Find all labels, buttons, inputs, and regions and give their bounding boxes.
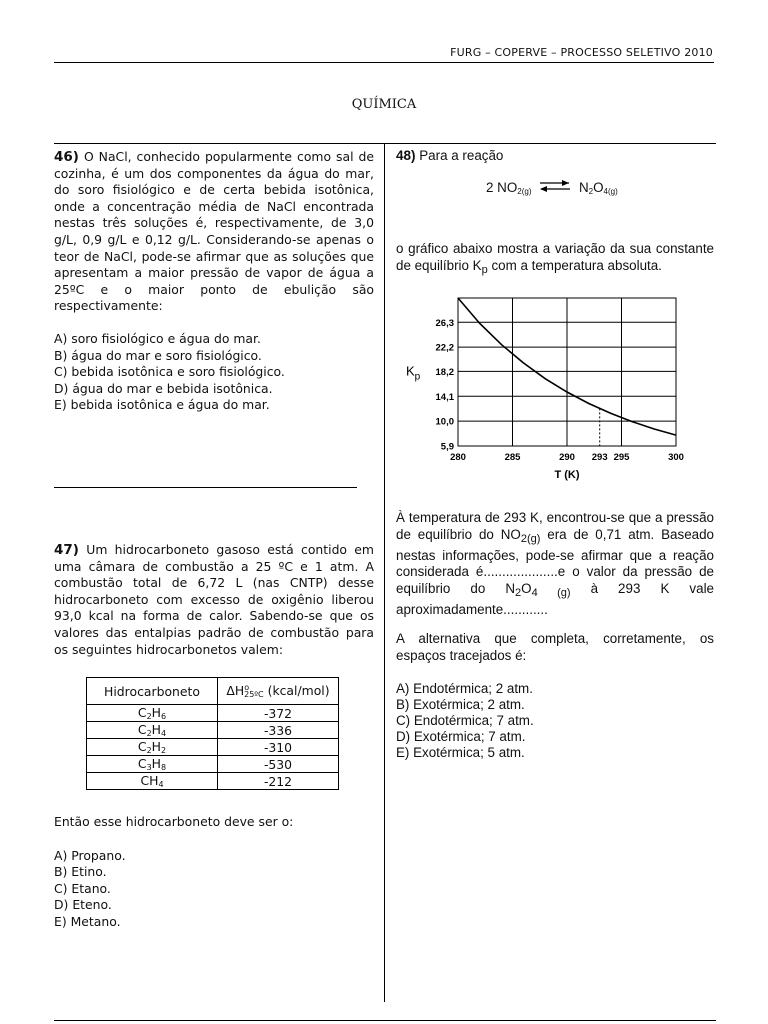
question-48-text3: A alternativa que completa, corretamente, os espaços tracejados é: (396, 631, 714, 663)
table-header-hydrocarbon: Hidrocarboneto (87, 678, 218, 705)
table-row (87, 722, 339, 739)
chart-x-tick-label: 295 (613, 452, 630, 463)
table-cell-formula: $C_3H_8$ (87, 756, 218, 773)
question-48-intro (396, 148, 714, 165)
chart-y-tick-label: 18,2 (435, 366, 454, 378)
page-title: QUÍMICA (351, 97, 417, 112)
footer-rule (54, 1020, 716, 1021)
chart-y-tick-label: 5,9 (440, 441, 454, 453)
table-cell-formula: $C_2H_2$ (87, 739, 218, 756)
q47-option-c: C) Etano. (54, 880, 111, 896)
chart-x-tick-label: 280 (450, 452, 466, 463)
q47-option-e: E) Metano. (54, 913, 121, 929)
q48-option-a: A) Endotérmica; 2 atm. (396, 681, 533, 696)
header-rule (54, 62, 714, 63)
page-header: FURG – COPERVE – PROCESSO SELETIVO 2010 (450, 46, 713, 59)
q47-option-a: A) Propano. (54, 847, 126, 863)
question-48-text1: o gráfico abaixo mostra a variação da sua constante de equilíbrio $K_p$ com a temperatura absoluta. (396, 241, 714, 276)
question-47-question: Então esse hidrocarboneto deve ser o: (54, 814, 294, 829)
chart-x-tick-label: 285 (504, 452, 521, 463)
q47-option-d: D) Eteno. (54, 897, 112, 913)
chart-y-axis-label-sub: p (414, 371, 421, 383)
question-46-stem (54, 149, 374, 315)
q46-option-e: E) bebida isotônica e água do mar. (54, 397, 270, 413)
q48-option-e: E) Exotérmica; 5 atm. (396, 745, 525, 760)
chart-x-axis-label: T (K) (554, 469, 580, 481)
table-row (87, 705, 339, 722)
chart-x-tick-label: 300 (668, 452, 684, 463)
table-cell-value: -212 (218, 773, 339, 790)
q46-option-b: B) água do mar e soro fisiológico. (54, 347, 262, 363)
table-header-row (87, 678, 339, 705)
table-cell-value: -310 (218, 739, 339, 756)
question-48-options (396, 681, 714, 761)
chart-x-tick-label: 293 (591, 452, 608, 463)
table-cell-formula: $C_2H_6$ (87, 705, 218, 722)
question-47-tail (54, 814, 374, 931)
q46-option-d: D) água do mar e bebida isotônica. (54, 380, 273, 396)
enthalpy-table (86, 677, 339, 790)
question-47-number: 47) (54, 542, 79, 558)
question-47 (54, 542, 374, 658)
question-46-text: O NaCl, conhecido popularmente como sal de cozinha, é um dos componentes da água do mar, do soro fisiológico e de certa bebida isotônica, onde a concentração média de NaCl encontrada nestas três soluções é, respectivamente, de 3,0 g/L, 0,9 g/L e 0,12 g/L. Considerando-se apenas o teor de NaCl, pode-se afirmar que as soluções que apresentam a maior pressão de vapor de água a 25ºC e o maior ponto de ebulição são respectivamente: (54, 149, 374, 314)
chart-y-tick-label: 14,1 (435, 391, 454, 403)
q47-option-b: B) Etino. (54, 864, 107, 880)
column-divider (384, 144, 385, 1002)
question-46-number: 46) (54, 149, 79, 165)
table-cell-formula: $CH_4$ (87, 773, 218, 790)
table-header-enthalpy: $\Delta H^o_{25ºC}$ (kcal/mol) (218, 678, 339, 705)
q48-option-b: B) Exotérmica; 2 atm. (396, 697, 525, 712)
table-cell-value: -530 (218, 756, 339, 773)
chart-y-tick-label: 10,0 (435, 416, 454, 428)
q46-option-c: C) bebida isotônica e soro fisiológico. (54, 364, 285, 380)
chart-y-tick-label: 22,2 (435, 342, 454, 354)
table-row (87, 739, 339, 756)
question-48-number: 48) (396, 148, 416, 163)
separator-rule (54, 487, 357, 488)
table-cell-formula: $C_2H_4$ (87, 722, 218, 739)
reaction-equation: 2 $NO_{2(g)}$ $N_2O_{4(g)}$ (486, 180, 618, 196)
q48-option-d: D) Exotérmica; 7 atm. (396, 729, 526, 744)
chart-x-tick-label: 290 (559, 452, 575, 463)
question-48-text2: À temperatura de 293 K, encontrou-se que a pressão de equilíbrio do $NO_{2(g)}$ era de 0,71 atm. Baseado nestas informações, pode-se afirmar que a reação considerada é....................e o valor da pressão de equilíbrio do $N_2O_{4 (g)}$ à 293 K vale aproximadamente............ (396, 510, 714, 617)
equilibrium-arrows-icon (539, 179, 571, 193)
table-row (87, 756, 339, 773)
kp-temperature-chart (396, 292, 696, 492)
title-rule (54, 143, 716, 144)
question-46 (54, 149, 374, 414)
q48-option-c: C) Endotérmica; 7 atm. (396, 713, 534, 728)
table-cell-value: -336 (218, 722, 339, 739)
question-48-intro-text: Para a reação (419, 148, 504, 163)
table-row (87, 773, 339, 790)
table-cell-value: -372 (218, 705, 339, 722)
q46-option-a: A) soro fisiológico e água do mar. (54, 330, 261, 346)
chart-y-tick-label: 26,3 (435, 317, 454, 329)
question-47-stem (54, 542, 374, 658)
question-47-text: Um hidrocarboneto gasoso está contido em uma câmara de combustão a 25 ºC e 1 atm. A combustão total de 6,72 L (nas CNTP) desse hidrocarboneto com excesso de oxigênio liberou 93,0 kcal na forma de calor. Sabendo-se que os valores das entalpias padrão de combustão para os seguintes hidrocarbonetos valem: (54, 542, 374, 657)
chart-y-axis-label: $K_p$ (406, 363, 421, 383)
